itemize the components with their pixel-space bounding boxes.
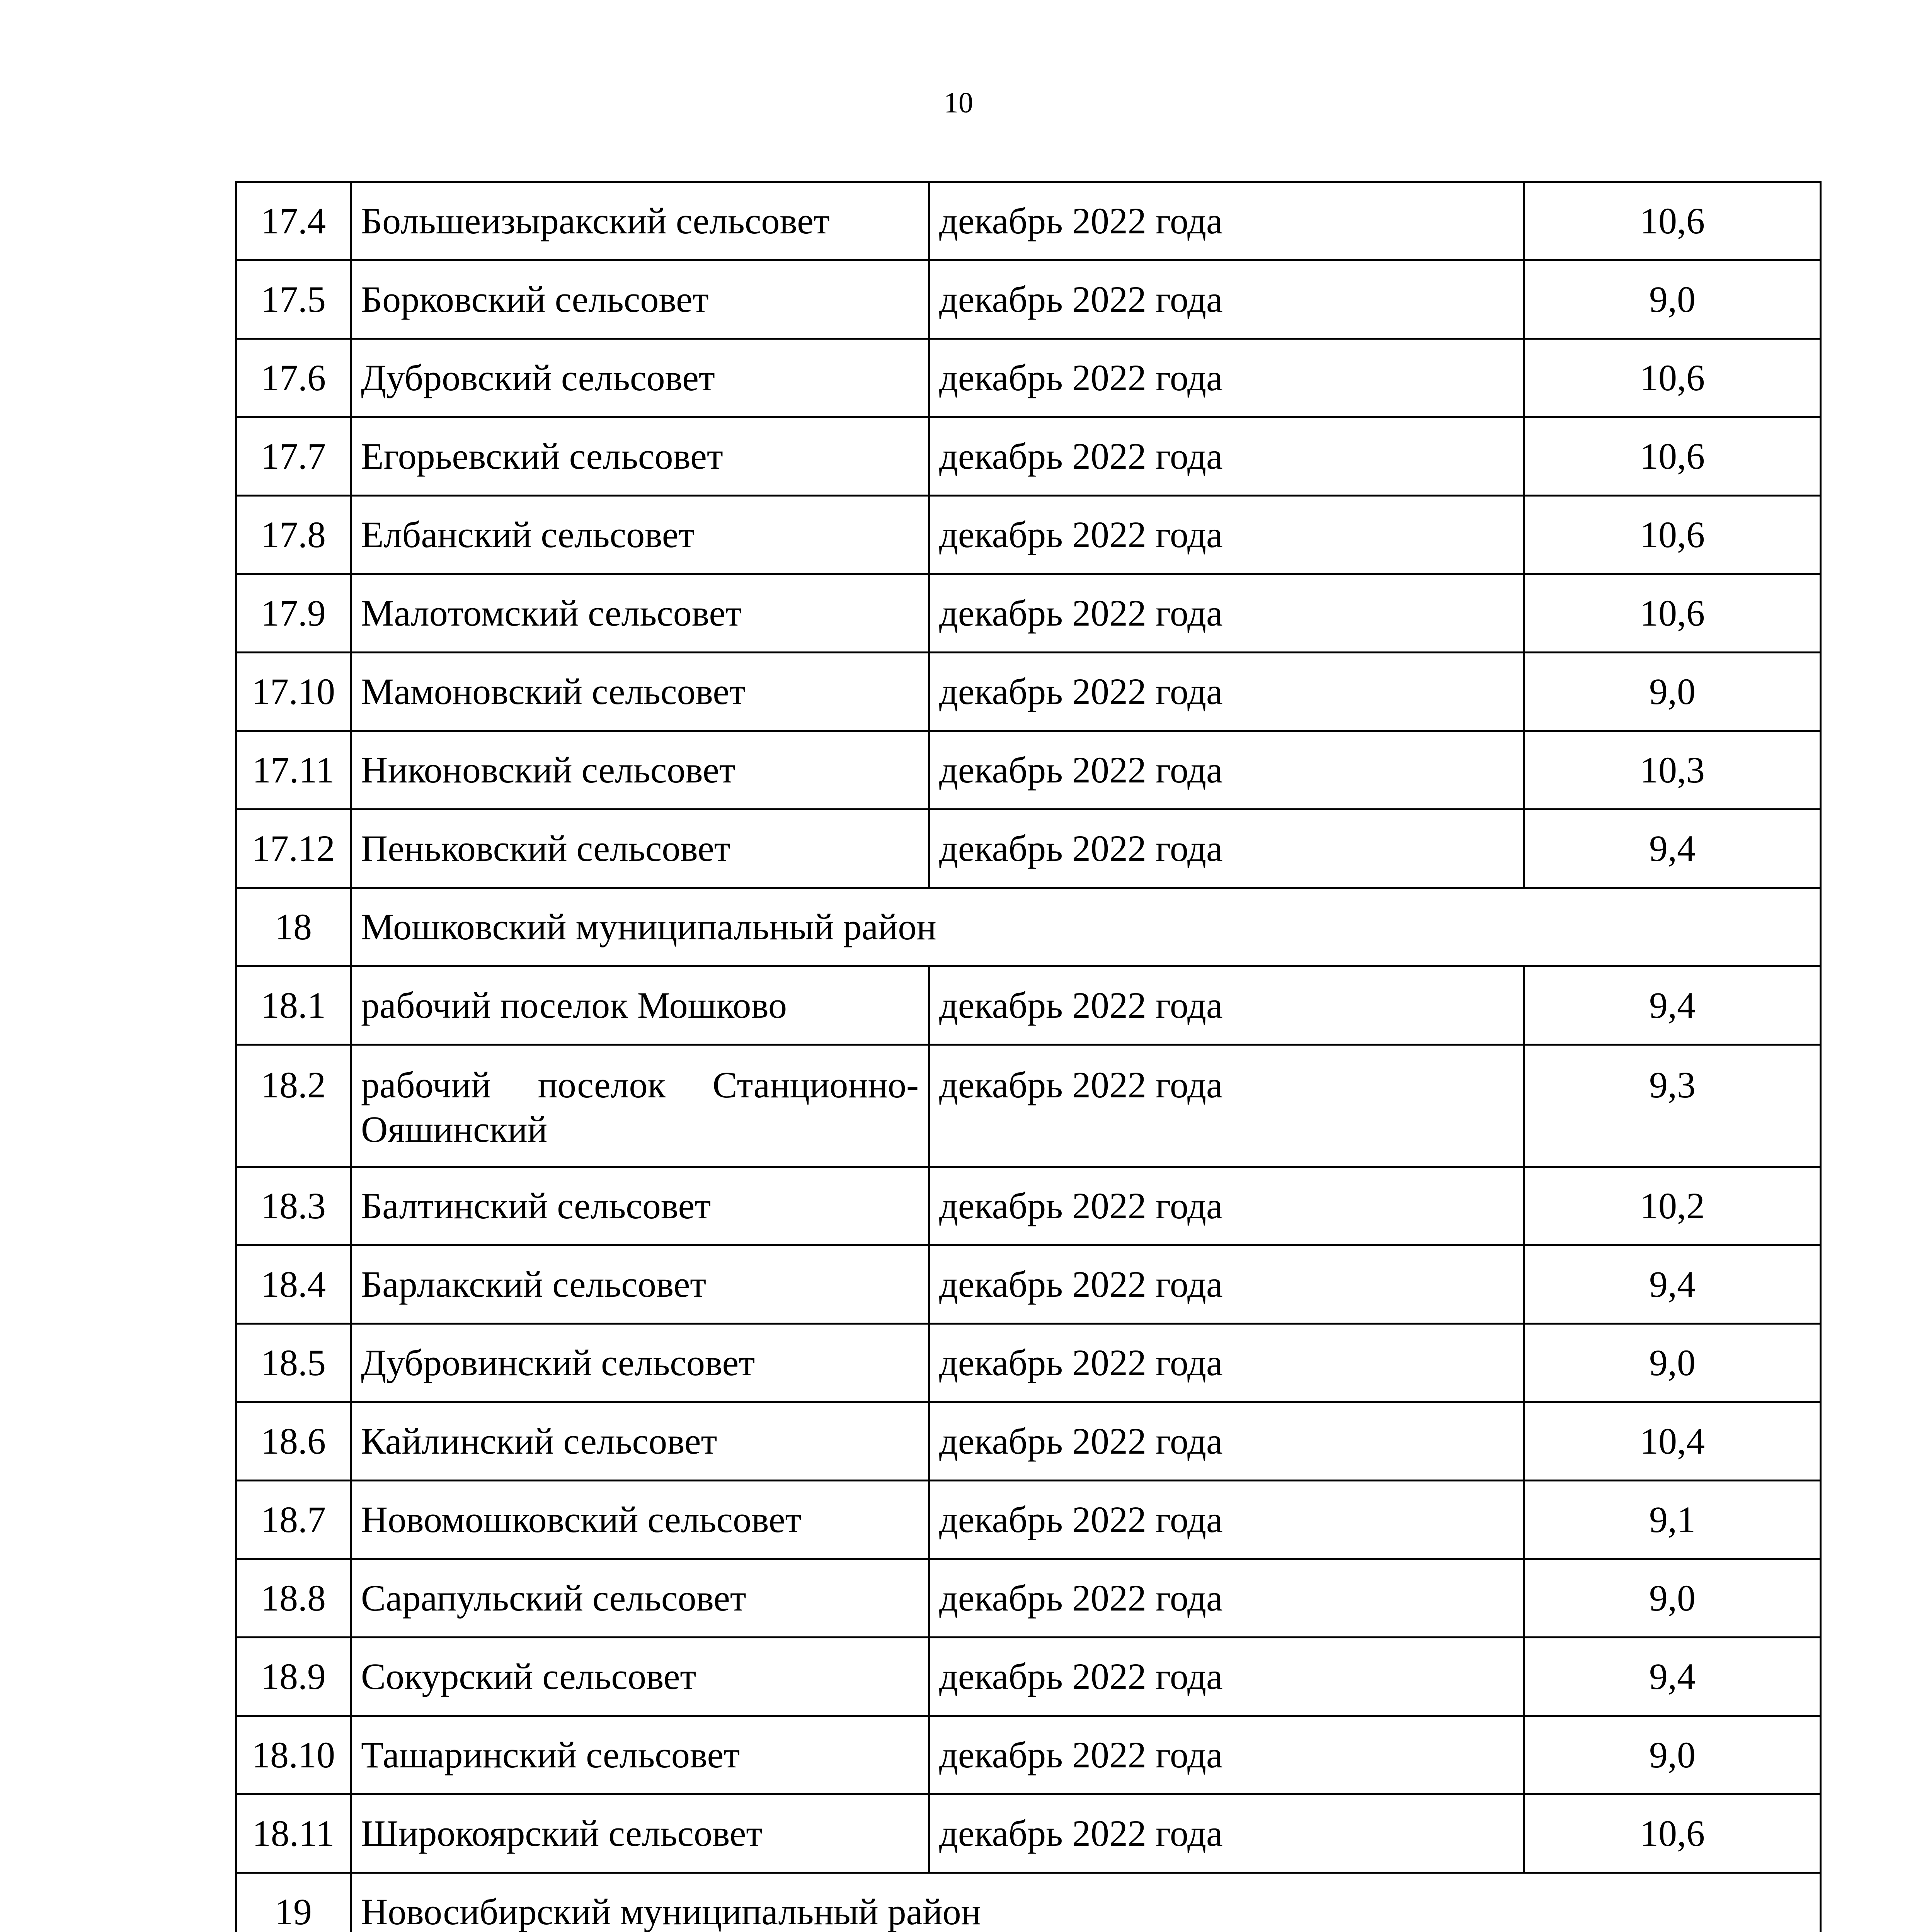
- row-number: 18.8: [236, 1559, 351, 1638]
- table-row: [236, 260, 1821, 339]
- settlement-name: Егорьевский сельсовет: [351, 417, 929, 496]
- row-number: 18.2: [236, 1045, 351, 1167]
- row-number: 17.12: [236, 810, 351, 888]
- table-row: [236, 1245, 1821, 1324]
- period-date: декабрь 2022 года: [929, 1167, 1524, 1245]
- row-number: 17.8: [236, 496, 351, 574]
- table-row: [236, 1481, 1821, 1559]
- rate-value: 10,4: [1524, 1402, 1821, 1481]
- district-number: 18: [236, 888, 351, 966]
- row-number: 18.5: [236, 1324, 351, 1402]
- table-row: [236, 1794, 1821, 1873]
- row-number: 17.7: [236, 417, 351, 496]
- rate-value: 10,6: [1524, 339, 1821, 417]
- row-number: 18.9: [236, 1638, 351, 1716]
- row-number: 18.6: [236, 1402, 351, 1481]
- settlement-name: Новомошковский сельсовет: [351, 1481, 929, 1559]
- table-row: [236, 1045, 1821, 1167]
- table-row: [236, 182, 1821, 260]
- table-row: [236, 496, 1821, 574]
- district-name: Новосибирский муниципальный район: [351, 1873, 1821, 1932]
- table-row: [236, 339, 1821, 417]
- period-date: декабрь 2022 года: [929, 182, 1524, 260]
- row-number: 17.4: [236, 182, 351, 260]
- rate-value: 9,0: [1524, 260, 1821, 339]
- settlement-name: Малотомский сельсовет: [351, 574, 929, 653]
- settlement-name: Балтинский сельсовет: [351, 1167, 929, 1245]
- period-date: декабрь 2022 года: [929, 653, 1524, 731]
- settlement-name: Елбанский сельсовет: [351, 496, 929, 574]
- period-date: декабрь 2022 года: [929, 731, 1524, 810]
- period-date: декабрь 2022 года: [929, 1481, 1524, 1559]
- settlement-name: Никоновский сельсовет: [351, 731, 929, 810]
- period-date: декабрь 2022 года: [929, 417, 1524, 496]
- table-row: [236, 810, 1821, 888]
- row-number: 18.1: [236, 966, 351, 1045]
- rate-value: 9,0: [1524, 1716, 1821, 1794]
- period-date: декабрь 2022 года: [929, 339, 1524, 417]
- settlement-name: Большеизыракский сельсовет: [351, 182, 929, 260]
- table-row: [236, 1402, 1821, 1481]
- settlement-name: Сокурский сельсовет: [351, 1638, 929, 1716]
- row-number: 18.10: [236, 1716, 351, 1794]
- table-row: [236, 417, 1821, 496]
- rate-value: 9,0: [1524, 1324, 1821, 1402]
- row-number: 17.9: [236, 574, 351, 653]
- rate-value: 10,6: [1524, 1794, 1821, 1873]
- rate-value: 9,3: [1524, 1045, 1821, 1167]
- period-date: декабрь 2022 года: [929, 1716, 1524, 1794]
- table-row: [236, 653, 1821, 731]
- period-date: декабрь 2022 года: [929, 1324, 1524, 1402]
- district-number: 19: [236, 1873, 351, 1932]
- period-date: декабрь 2022 года: [929, 810, 1524, 888]
- rate-value: 9,0: [1524, 1559, 1821, 1638]
- period-date: декабрь 2022 года: [929, 1638, 1524, 1716]
- data-table: [235, 181, 1822, 1932]
- period-date: декабрь 2022 года: [929, 1245, 1524, 1324]
- settlement-name: Широкоярский сельсовет: [351, 1794, 929, 1873]
- period-date: декабрь 2022 года: [929, 496, 1524, 574]
- row-number: 17.6: [236, 339, 351, 417]
- table-row: [236, 731, 1821, 810]
- rate-value: 9,4: [1524, 966, 1821, 1045]
- district-row: [236, 1873, 1821, 1932]
- row-number: 17.5: [236, 260, 351, 339]
- period-date: декабрь 2022 года: [929, 260, 1524, 339]
- district-name: Мошковский муниципальный район: [351, 888, 1821, 966]
- table-row: [236, 574, 1821, 653]
- rate-value: 10,3: [1524, 731, 1821, 810]
- settlement-name: рабочий поселок Мошково: [351, 966, 929, 1045]
- rate-value: 9,4: [1524, 1245, 1821, 1324]
- rate-value: 10,6: [1524, 496, 1821, 574]
- period-date: декабрь 2022 года: [929, 1402, 1524, 1481]
- settlement-name: Дубровский сельсовет: [351, 339, 929, 417]
- row-number: 17.10: [236, 653, 351, 731]
- settlement-name: Борковский сельсовет: [351, 260, 929, 339]
- rate-value: 9,0: [1524, 653, 1821, 731]
- settlement-name: Сарапульский сельсовет: [351, 1559, 929, 1638]
- period-date: декабрь 2022 года: [929, 574, 1524, 653]
- settlement-name: Барлакский сельсовет: [351, 1245, 929, 1324]
- page-number: 10: [944, 87, 973, 119]
- settlement-name: Кайлинский сельсовет: [351, 1402, 929, 1481]
- rate-value: 9,4: [1524, 1638, 1821, 1716]
- rate-value: 10,2: [1524, 1167, 1821, 1245]
- table-row: [236, 1638, 1821, 1716]
- rate-value: 9,1: [1524, 1481, 1821, 1559]
- table-row: [236, 1716, 1821, 1794]
- row-number: 17.11: [236, 731, 351, 810]
- district-row: [236, 888, 1821, 966]
- rate-value: 10,6: [1524, 182, 1821, 260]
- rate-value: 9,4: [1524, 810, 1821, 888]
- table-row: [236, 966, 1821, 1045]
- table-body: [236, 182, 1821, 1932]
- period-date: декабрь 2022 года: [929, 1794, 1524, 1873]
- settlement-name: Пеньковский сельсовет: [351, 810, 929, 888]
- row-number: 18.4: [236, 1245, 351, 1324]
- table-row: [236, 1324, 1821, 1402]
- row-number: 18.7: [236, 1481, 351, 1559]
- row-number: 18.3: [236, 1167, 351, 1245]
- settlement-name: Дубровинский сельсовет: [351, 1324, 929, 1402]
- rate-value: 10,6: [1524, 417, 1821, 496]
- period-date: декабрь 2022 года: [929, 1045, 1524, 1167]
- settlement-name: Мамоновский сельсовет: [351, 653, 929, 731]
- row-number: 18.11: [236, 1794, 351, 1873]
- settlement-name: рабочий поселок Станционно-Ояшинский: [351, 1045, 929, 1167]
- table-row: [236, 1167, 1821, 1245]
- rate-value: 10,6: [1524, 574, 1821, 653]
- table-row: [236, 1559, 1821, 1638]
- period-date: декабрь 2022 года: [929, 1559, 1524, 1638]
- settlement-name: Ташаринский сельсовет: [351, 1716, 929, 1794]
- period-date: декабрь 2022 года: [929, 966, 1524, 1045]
